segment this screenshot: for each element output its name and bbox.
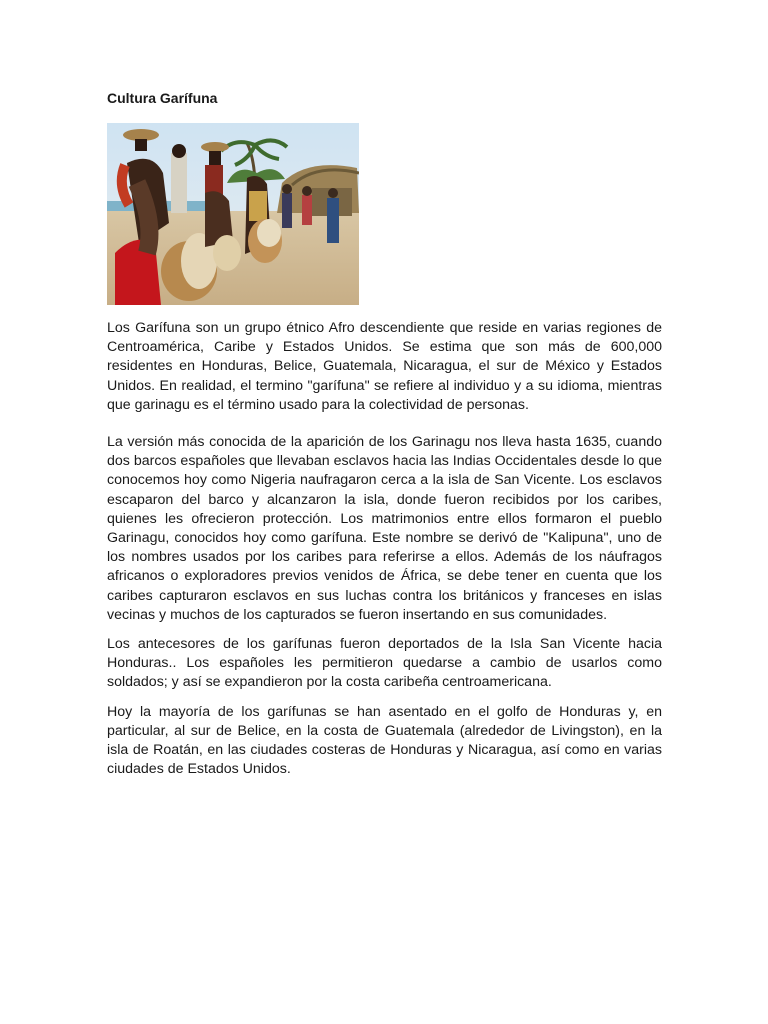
paragraph-present-day: Hoy la mayoría de los garífunas se han asentado en el golfo de Honduras y, en particular, al sur de Belice, en la costa de Guatemala (alrededor de Livingston), en la isla de Roatán, en las ciudades costeras de Honduras y Nicaragua, así como en varias ciudades de Estados Unidos. (107, 703, 662, 778)
paragraph-deportation: Los antecesores de los garífunas fueron deportados de la Isla San Vicente hacia Honduras.. Los españoles les permitieron quedarse a cambio de usarlos como soldados; y así se expandieron por la costa caribeña centroamericana. (107, 636, 662, 691)
document-title: Cultura Garífuna (107, 90, 218, 106)
photo-illustration (107, 123, 359, 305)
garifuna-drummers-photo (107, 123, 359, 305)
paragraph-introduction: Los Garífuna son un grupo étnico Afro descendiente que reside en varias regiones de Centroamérica, Caribe y Estados Unidos. Se estima que son más de 600,000 residentes en Honduras, Belice, Guatemala, Nicaragua, el sur de México y Estados Unidos. En realidad, el termino "garífuna" se refiere al individuo y a su idioma, mientras que garinagu es el término usado para la colectividad de personas. (107, 320, 662, 413)
paragraph-origin-history: La versión más conocida de la aparición de los Garinagu nos lleva hasta 1635, cuando dos barcos españoles que llevaban esclavos hacia las Indias Occidentales desde lo que conocemos hoy como Nigeria naufragaron cerca a la isla de San Vicente. Los esclavos escaparon del barco y alcanzaron la isla, donde fueron recibidos por los caribes, quienes les ofrecieron protección. Los matrimonios entre ellos formaron el pueblo Garinagu, conocidos hoy como garífuna. Este nombre se derivó de "Kalipuna", uno de los nombres usados por los caribes para referirse a ellos. Además de los náufragos africanos o exploradores previos venidos de África, se debe tener en cuenta que los caribes capturaron esclavos en sus luchas contra los británicos y franceses en islas vecinas y muchos de los capturados se fueron insertando en sus comunidades. (107, 434, 662, 623)
document-page (107, 88, 662, 779)
